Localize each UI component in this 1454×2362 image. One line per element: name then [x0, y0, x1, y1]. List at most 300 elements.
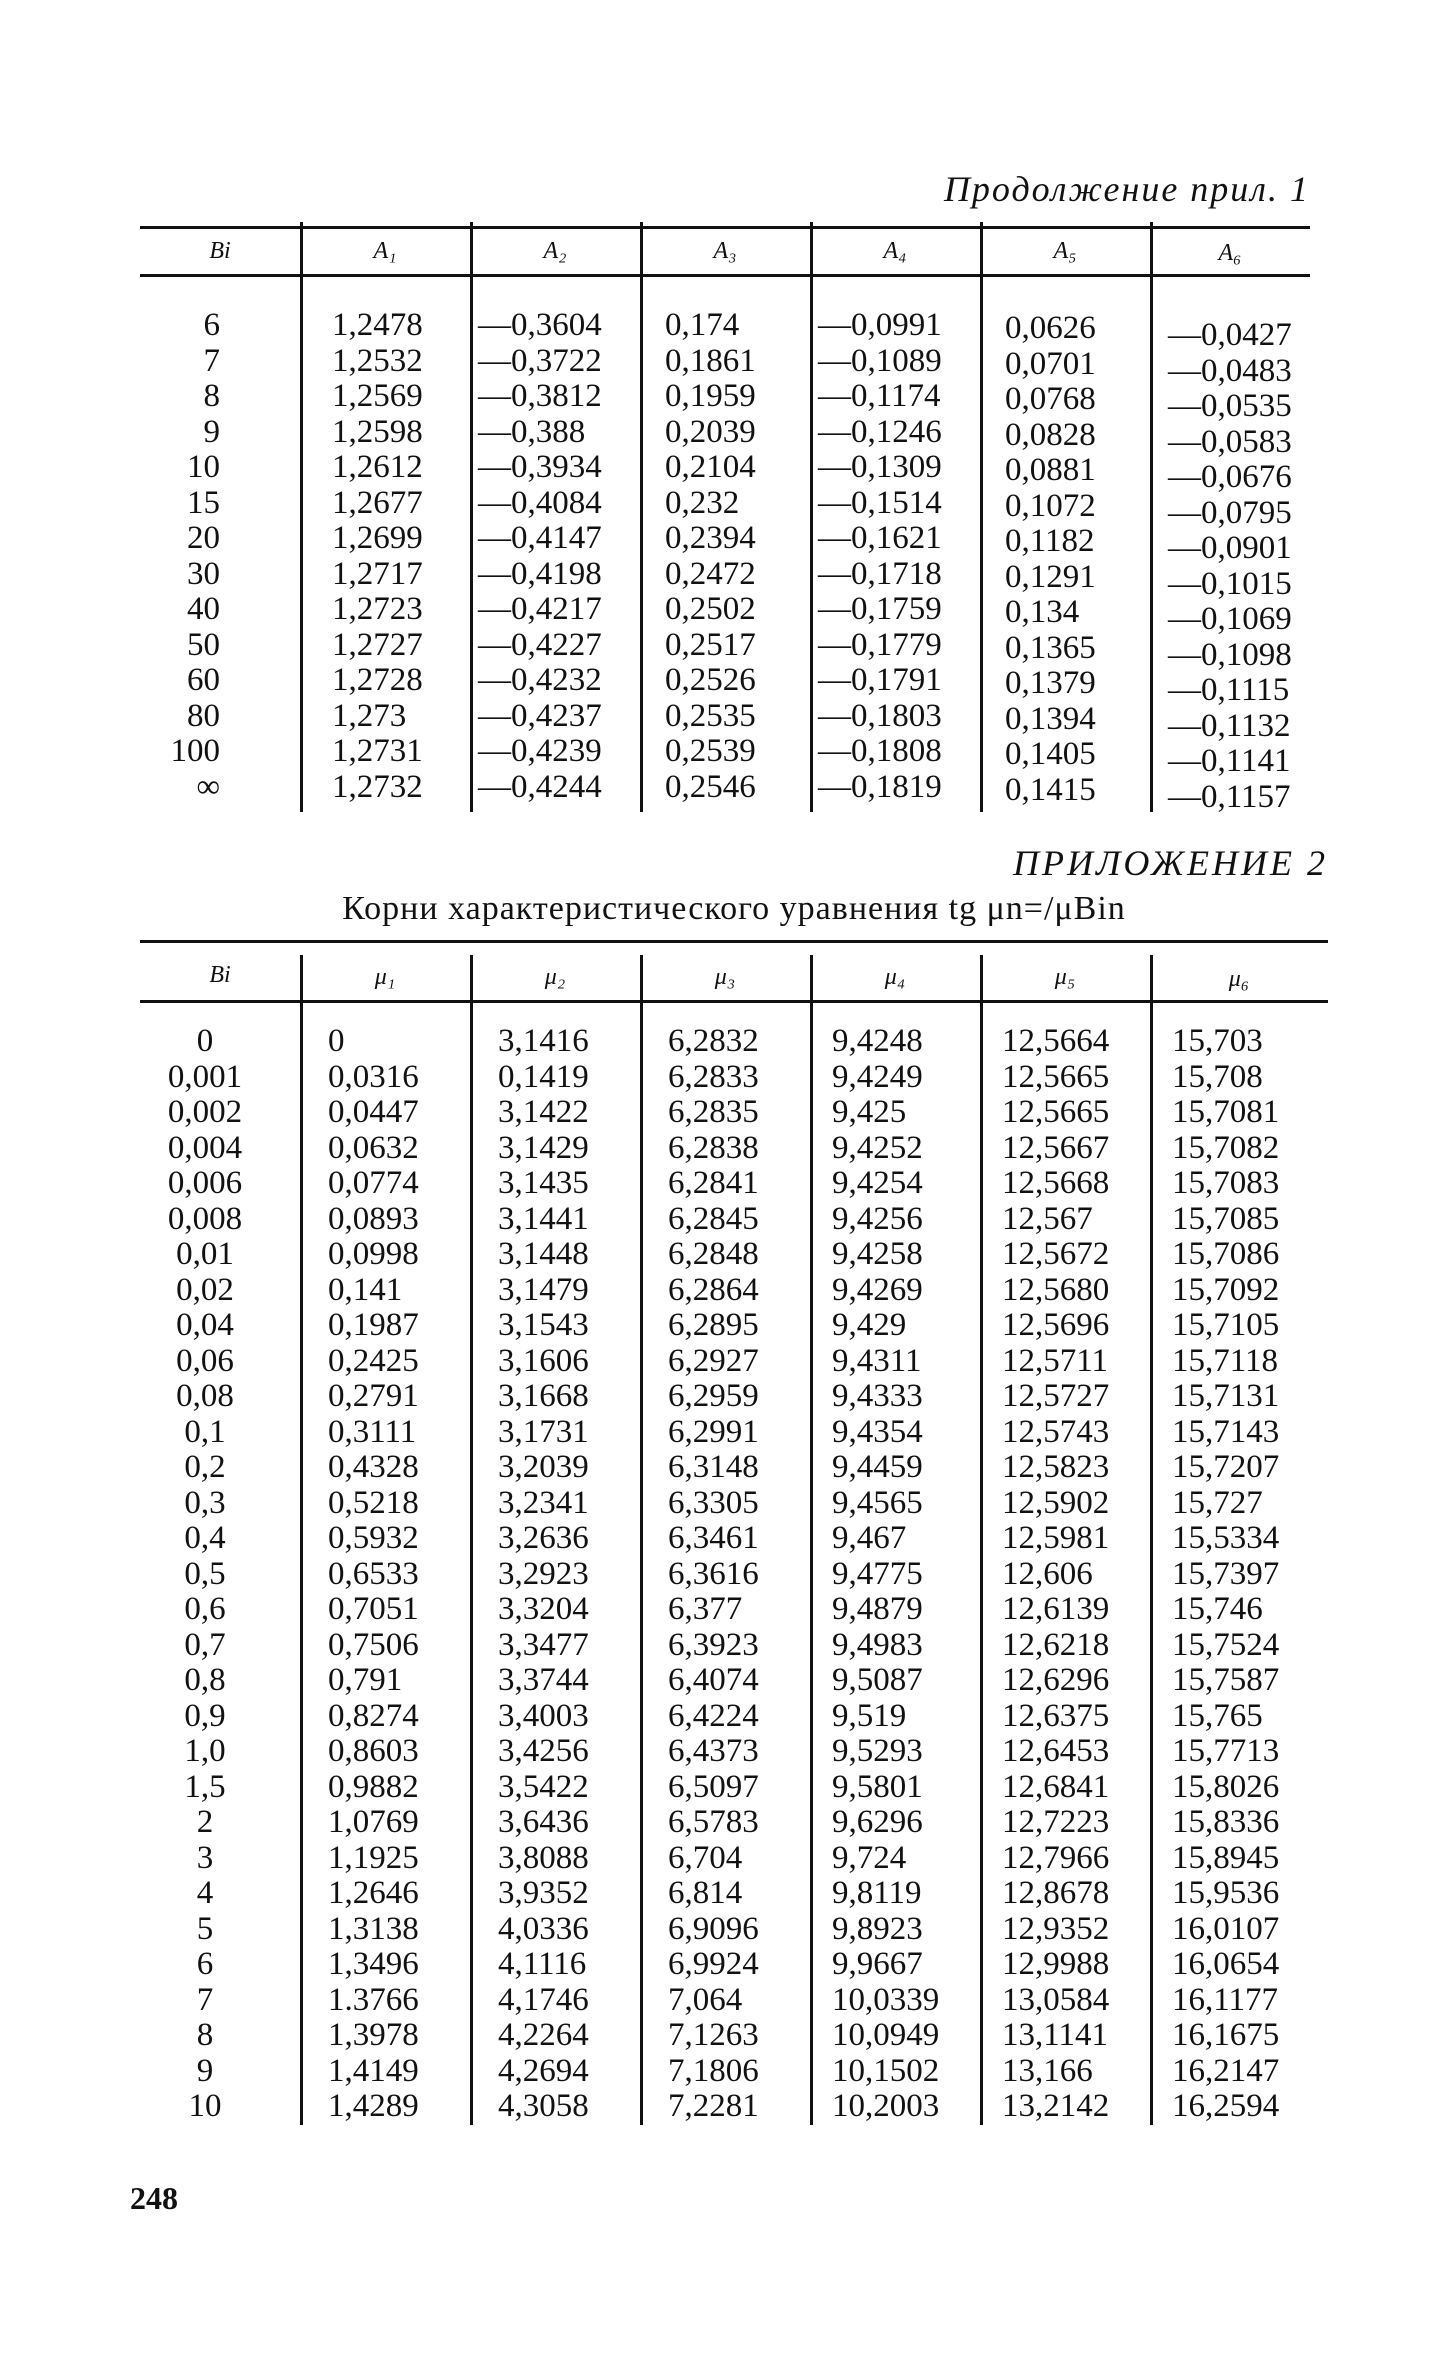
table-cell: 0,9882: [328, 1768, 419, 1805]
table-cell: 9,8119: [832, 1875, 922, 1911]
table-cell: 3,4003: [498, 1697, 589, 1734]
continuation-title: Продолжение прил. 1: [943, 169, 1310, 209]
table-cell: 12,7223: [1002, 1804, 1110, 1840]
table-cell: 0,2526: [665, 662, 756, 698]
table-cell: —0,1098: [1168, 636, 1292, 673]
table-cell: 3,1416: [498, 1023, 589, 1059]
table-cell: 20: [187, 520, 220, 556]
table1-column-a5: [1005, 311, 1096, 808]
table2-column-mu2: [498, 1024, 589, 2125]
table-cell: 0,0998: [328, 1236, 419, 1272]
table-cell: 15,7587: [1172, 1662, 1280, 1698]
table-cell: 0,1: [184, 1413, 226, 1450]
table-cell: 12,5823: [1002, 1449, 1110, 1485]
table-cell: 0,001: [167, 1058, 243, 1095]
table-cell: 3,1448: [498, 1236, 589, 1272]
table-cell: 1,2646: [328, 1875, 419, 1911]
table-cell: 0,8: [184, 1662, 226, 1698]
table-cell: 15,7397: [1172, 1555, 1280, 1592]
table-cell: —0,1803: [818, 697, 942, 734]
table-cell: 1,2598: [332, 413, 423, 450]
table-cell: 0,7: [184, 1626, 226, 1663]
table-cell: 15: [187, 484, 220, 521]
table-cell: —0,3722: [478, 342, 602, 379]
table-cell: 7,1806: [668, 2052, 759, 2089]
table-cell: 12,5664: [1002, 1023, 1110, 1059]
table-cell: 15,7085: [1172, 1200, 1280, 1237]
table-cell: 0,1861: [665, 342, 756, 379]
table-cell: 0,1419: [498, 1058, 589, 1095]
table-cell: —0,1089: [818, 342, 942, 379]
table-cell: —0,1015: [1168, 565, 1292, 602]
table-cell: —0,0427: [1168, 317, 1292, 353]
table2-top-rule: [140, 940, 1328, 943]
table-cell: 3,6436: [498, 1804, 589, 1840]
table-cell: 0,1415: [1005, 771, 1096, 808]
table-cell: 3,3204: [498, 1591, 589, 1627]
table-cell: 30: [187, 555, 220, 592]
table1-column-a3: [665, 308, 756, 805]
table-cell: 0,8274: [328, 1697, 419, 1734]
table-cell: 9,5087: [832, 1662, 923, 1698]
table2-header-mu3: μ₃: [714, 964, 736, 990]
table-cell: 0,08: [176, 1378, 234, 1414]
table-cell: —0,4244: [478, 768, 602, 805]
table-cell: 0,1291: [1005, 558, 1096, 595]
table-cell: 15,7092: [1172, 1271, 1280, 1308]
table-cell: 0,7506: [328, 1626, 419, 1663]
table-cell: 9,4775: [832, 1555, 923, 1592]
table-cell: 1,5: [184, 1768, 226, 1805]
table-cell: —0,1132: [1168, 707, 1291, 744]
table-cell: —0,0901: [1168, 530, 1292, 566]
table-cell: 3: [196, 1839, 214, 1876]
table-cell: —0,1779: [818, 626, 942, 663]
table-cell: 5: [196, 1910, 214, 1947]
table-cell: 0,0881: [1005, 452, 1096, 488]
table-cell: 6,4373: [668, 1733, 759, 1769]
table2-divider: [980, 955, 983, 2125]
table-cell: —0,1246: [818, 413, 942, 450]
table1-header-a4: A₄: [883, 238, 907, 264]
table-cell: 1,0: [184, 1733, 226, 1769]
table-cell: 6,5783: [668, 1804, 759, 1840]
table-cell: 1,4149: [328, 2052, 419, 2089]
table-cell: 0,2425: [328, 1342, 419, 1379]
table-cell: 1,2532: [332, 342, 423, 379]
table1-header-a1: A₁: [373, 238, 397, 264]
table-cell: 10,0949: [832, 2017, 940, 2053]
table-cell: 0,3: [184, 1484, 226, 1521]
table-cell: 100: [170, 733, 220, 769]
table-cell: 12,6453: [1002, 1733, 1110, 1769]
table2-header-mu6: μ₆: [1228, 966, 1250, 992]
table-cell: 0,5218: [328, 1484, 419, 1521]
table-cell: 0,2791: [328, 1378, 419, 1414]
table-cell: 0,141: [328, 1271, 403, 1308]
table-cell: 6,2835: [668, 1094, 759, 1130]
table-cell: 16,1675: [1172, 2017, 1280, 2053]
table-cell: 1,4289: [328, 2088, 419, 2124]
table-cell: —0,1819: [818, 768, 942, 805]
table-cell: 13,2142: [1002, 2088, 1110, 2124]
table-cell: 0,1405: [1005, 736, 1096, 772]
table-cell: 3,1429: [498, 1129, 589, 1166]
table-cell: 10: [188, 2088, 222, 2124]
table-cell: 6,2864: [668, 1271, 759, 1308]
table-cell: 1,2728: [332, 662, 423, 698]
table-cell: 15,7143: [1172, 1413, 1280, 1450]
table-cell: 9,4354: [832, 1413, 923, 1450]
table-cell: 6,2845: [668, 1200, 759, 1237]
table-cell: 16,0107: [1172, 1910, 1280, 1947]
table-cell: —0,1808: [818, 733, 942, 769]
table1-divider: [470, 222, 473, 812]
table-cell: 9,4565: [832, 1484, 923, 1521]
table-cell: 9,9667: [832, 1946, 923, 1982]
table1-divider: [640, 222, 643, 812]
table-cell: 0,004: [167, 1129, 243, 1166]
table-cell: 7,064: [668, 1981, 743, 2018]
table-cell: 7,2281: [668, 2088, 759, 2124]
table-cell: 80: [187, 697, 220, 734]
appendix2-title: ПРИЛОЖЕНИЕ 2: [1013, 843, 1328, 883]
table-cell: 3,3477: [498, 1626, 589, 1663]
table-cell: 12,9988: [1002, 1946, 1110, 1982]
table-cell: —0,1069: [1168, 601, 1292, 637]
table-cell: 12,6841: [1002, 1768, 1110, 1805]
table2-column-mu4: [832, 1024, 939, 2125]
table-cell: —0,3812: [478, 378, 602, 414]
table-cell: —0,1718: [818, 555, 942, 592]
table-cell: 40: [187, 591, 220, 627]
table-cell: 0,1379: [1005, 665, 1096, 701]
table2-header-mu5: μ₅: [1054, 964, 1076, 990]
table-cell: 15,8026: [1172, 1768, 1280, 1805]
table-cell: 3,1441: [498, 1200, 589, 1237]
table-cell: 60: [187, 662, 220, 698]
table-cell: 6,377: [668, 1591, 743, 1627]
table-cell: 12,5696: [1002, 1307, 1110, 1343]
table2-column-bi: [150, 1024, 260, 2125]
table-cell: 0,134: [1005, 594, 1080, 630]
table2-divider: [470, 955, 473, 2125]
table-cell: 1,2569: [332, 378, 423, 414]
table-cell: 0,0701: [1005, 345, 1096, 382]
table-cell: 13,166: [1002, 2052, 1093, 2089]
table-cell: 4,3058: [498, 2088, 589, 2124]
table-cell: 3,1479: [498, 1271, 589, 1308]
table-cell: 4,2264: [498, 2017, 589, 2053]
table-cell: 15,708: [1172, 1058, 1263, 1095]
table-cell: 0,1072: [1005, 487, 1096, 524]
table-cell: 1,3978: [328, 2017, 419, 2053]
table-cell: 15,7086: [1172, 1236, 1280, 1272]
table-cell: 9,4459: [832, 1449, 923, 1485]
table-cell: 7: [196, 1981, 214, 2018]
table1-divider: [980, 222, 983, 812]
table2-header-mu1: μ₁: [374, 964, 396, 990]
table-cell: 3,1606: [498, 1342, 589, 1379]
table-cell: 7,1263: [668, 2017, 759, 2053]
table-cell: 12,5727: [1002, 1378, 1110, 1414]
table-cell: 0,6: [184, 1591, 226, 1627]
table-cell: 15,7081: [1172, 1094, 1280, 1130]
table-cell: 9,4983: [832, 1626, 923, 1663]
table-cell: 15,7207: [1172, 1449, 1280, 1485]
table-cell: 9,425: [832, 1094, 907, 1130]
table-cell: 13,1141: [1002, 2017, 1109, 2053]
table-cell: 6,9096: [668, 1910, 759, 1947]
table-cell: —0,0535: [1168, 388, 1292, 424]
table-cell: —0,0795: [1168, 494, 1292, 531]
table-cell: 3,2039: [498, 1449, 589, 1485]
table-cell: 6,9924: [668, 1946, 759, 1982]
table-cell: 12,8678: [1002, 1875, 1110, 1911]
table-cell: 6,2848: [668, 1236, 759, 1272]
table-cell: 1,2677: [332, 484, 423, 521]
table-cell: 3,1668: [498, 1378, 589, 1414]
table-cell: —0,4084: [478, 484, 602, 521]
table2-column-mu5: [1002, 1024, 1109, 2125]
table-cell: 16,2594: [1172, 2088, 1280, 2124]
table-cell: 0,2539: [665, 733, 756, 769]
table1-header-a3: A₃: [713, 238, 737, 264]
table-cell: 0,1959: [665, 378, 756, 414]
table-cell: 0,2: [184, 1449, 226, 1485]
table-cell: 6,2838: [668, 1129, 759, 1166]
table-cell: 3,4256: [498, 1733, 589, 1769]
table-cell: 9,519: [832, 1697, 907, 1734]
table-cell: 9,4333: [832, 1378, 923, 1414]
table-cell: 9,4879: [832, 1591, 923, 1627]
table1-header-a5: A₅: [1053, 238, 1077, 264]
table-cell: 12,5711: [1002, 1342, 1109, 1379]
table-cell: 15,7083: [1172, 1165, 1280, 1201]
table-cell: 15,765: [1172, 1697, 1263, 1734]
table-cell: 0,5932: [328, 1520, 419, 1556]
table-cell: 0,02: [176, 1271, 234, 1308]
table-cell: 15,7524: [1172, 1626, 1280, 1663]
table-cell: —0,0583: [1168, 423, 1292, 460]
table-cell: 0: [196, 1023, 214, 1059]
table-cell: —0,3934: [478, 449, 602, 485]
table-cell: 3,8088: [498, 1839, 589, 1876]
table-cell: 8: [203, 378, 220, 414]
table1-divider: [810, 222, 813, 812]
table-cell: 12,6375: [1002, 1697, 1110, 1734]
table-cell: 0,0768: [1005, 381, 1096, 417]
table2-header-bi: Bi: [209, 962, 231, 988]
table-cell: 0,04: [176, 1307, 234, 1343]
table-cell: 12,5680: [1002, 1271, 1110, 1308]
table-cell: 6,2833: [668, 1058, 759, 1095]
table-cell: 6,3148: [668, 1449, 759, 1485]
table-cell: —0,3604: [478, 307, 602, 343]
table1-top-rule: [140, 226, 1310, 229]
table-cell: 3,1435: [498, 1165, 589, 1201]
table-cell: —0,1115: [1168, 672, 1290, 708]
table-cell: 9,4249: [832, 1058, 923, 1095]
table-cell: 6,5097: [668, 1768, 759, 1805]
table-cell: 6,2841: [668, 1165, 759, 1201]
table-cell: 10,1502: [832, 2052, 940, 2089]
table-cell: 9,5801: [832, 1768, 923, 1805]
table-cell: 0,2039: [665, 413, 756, 450]
table-cell: —0,0991: [818, 307, 942, 343]
table1-divider: [300, 222, 303, 812]
table-cell: 12,5981: [1002, 1520, 1110, 1556]
table-cell: 6,3305: [668, 1484, 759, 1521]
table-cell: 6: [196, 1946, 214, 1982]
table-cell: 9,467: [832, 1520, 907, 1556]
table-cell: 6,3616: [668, 1555, 759, 1592]
table-cell: 6: [203, 307, 220, 343]
table-cell: 0,008: [167, 1200, 243, 1237]
table-cell: —0,1309: [818, 449, 942, 485]
table-cell: 0,1987: [328, 1307, 419, 1343]
table-cell: 0,1365: [1005, 629, 1096, 666]
table-cell: 15,7118: [1172, 1342, 1279, 1379]
table-cell: 0,1182: [1005, 523, 1095, 559]
table-cell: 9,4248: [832, 1023, 923, 1059]
table-cell: 15,8945: [1172, 1839, 1280, 1876]
table-cell: 1,2731: [332, 733, 423, 769]
table-cell: 15,7131: [1172, 1378, 1280, 1414]
table-cell: 9,4254: [832, 1165, 923, 1201]
table-cell: 9,4256: [832, 1200, 923, 1237]
table-cell: 0,0632: [328, 1129, 419, 1166]
table-cell: 9,429: [832, 1307, 907, 1343]
appendix2-subtitle: Корни характеристического уравнения tg μn=/μBin: [342, 890, 1126, 927]
table-cell: 3,2923: [498, 1555, 589, 1592]
table1-header-rule: [140, 274, 1310, 277]
table-cell: 0,9: [184, 1697, 226, 1734]
table-cell: —0,4232: [478, 662, 602, 698]
table-cell: 10,0339: [832, 1981, 940, 2018]
table-cell: 0,0774: [328, 1165, 419, 1201]
table-cell: 0,2535: [665, 697, 756, 734]
table-cell: 4,2694: [498, 2052, 589, 2089]
table-cell: 4,1746: [498, 1981, 589, 2018]
table2-divider: [640, 955, 643, 2125]
table-cell: 13,0584: [1002, 1981, 1110, 2018]
table-cell: 1,2478: [332, 307, 423, 343]
table-cell: —0,1174: [818, 378, 941, 414]
table-cell: 3,2341: [498, 1484, 589, 1521]
table-cell: —0,1791: [818, 662, 942, 698]
table-cell: 10,2003: [832, 2088, 940, 2124]
table-cell: 3,2636: [498, 1520, 589, 1556]
table-cell: 1,2717: [332, 555, 423, 592]
table-cell: —0,4237: [478, 697, 602, 734]
table-cell: 3,3744: [498, 1662, 589, 1698]
table-cell: 0,3111: [328, 1413, 417, 1450]
table-cell: 9,4252: [832, 1129, 923, 1166]
table1-header-a6: A₆: [1218, 240, 1242, 266]
table-cell: 8: [196, 2017, 214, 2053]
table-cell: 2: [196, 1804, 214, 1840]
table-cell: 1,3496: [328, 1946, 419, 1982]
table2-column-mu3: [668, 1024, 759, 2125]
table-cell: 12,5667: [1002, 1129, 1110, 1166]
table-cell: 15,7105: [1172, 1307, 1280, 1343]
table-cell: 12,5665: [1002, 1094, 1110, 1130]
table-cell: 3,5422: [498, 1768, 589, 1805]
table-cell: 12,5902: [1002, 1484, 1110, 1521]
table-cell: 0,0893: [328, 1200, 419, 1237]
table-cell: 12,6139: [1002, 1591, 1110, 1627]
table-cell: 0,06: [176, 1342, 234, 1379]
table-cell: 6,2927: [668, 1342, 759, 1379]
table-cell: 10: [187, 449, 220, 485]
table-cell: —0,0676: [1168, 459, 1292, 495]
table-cell: 1,2732: [332, 768, 423, 805]
table-cell: 6,4224: [668, 1697, 759, 1734]
table-cell: —0,388: [478, 413, 586, 450]
table-cell: 15,8336: [1172, 1804, 1280, 1840]
table2-column-mu1: [328, 1024, 419, 2125]
table-cell: 1,2727: [332, 626, 423, 663]
table-cell: 9,4258: [832, 1236, 923, 1272]
table-cell: 9,4269: [832, 1271, 923, 1308]
table-cell: 9,8923: [832, 1910, 923, 1947]
table-cell: 6,3461: [668, 1520, 759, 1556]
table-cell: 6,2959: [668, 1378, 759, 1414]
table-cell: 4,1116: [498, 1946, 587, 1982]
table-cell: 1.3766: [328, 1981, 419, 2018]
table-cell: 6,2991: [668, 1413, 759, 1450]
table-cell: 15,746: [1172, 1591, 1263, 1627]
table-cell: 0,5: [184, 1555, 226, 1592]
table-cell: 3,1543: [498, 1307, 589, 1343]
table-cell: 9,6296: [832, 1804, 923, 1840]
table1-divider: [1150, 222, 1153, 812]
table-cell: 50: [187, 626, 220, 663]
table-cell: 12,567: [1002, 1200, 1093, 1237]
table-cell: 15,703: [1172, 1023, 1263, 1059]
table-cell: 0,01: [176, 1236, 234, 1272]
table-cell: —0,0483: [1168, 352, 1292, 389]
table-cell: —0,4227: [478, 626, 602, 663]
table-cell: 12,6296: [1002, 1662, 1110, 1698]
table-cell: 12,5665: [1002, 1058, 1110, 1095]
table-cell: 1,2699: [332, 520, 423, 556]
table-cell: 9: [203, 413, 220, 450]
table-cell: —0,1157: [1168, 778, 1291, 815]
table-cell: 9: [196, 2052, 214, 2089]
table-cell: 1,3138: [328, 1910, 419, 1947]
table-cell: —0,4217: [478, 591, 602, 627]
table-cell: 9,724: [832, 1839, 907, 1876]
table-cell: 0,791: [328, 1662, 403, 1698]
table-cell: 0,006: [167, 1165, 243, 1201]
table-cell: 0,0626: [1005, 310, 1096, 346]
table-cell: 0,1394: [1005, 700, 1096, 737]
table-cell: 0,2546: [665, 768, 756, 805]
table-cell: 0,6533: [328, 1555, 419, 1592]
table2-header-mu4: μ₄: [884, 964, 906, 990]
table-cell: 1,2723: [332, 591, 423, 627]
table-cell: 7: [203, 342, 220, 379]
table-cell: 3,9352: [498, 1875, 589, 1911]
table-cell: 0,2517: [665, 626, 756, 663]
table-cell: 4: [196, 1875, 214, 1911]
table-cell: 0,2472: [665, 555, 756, 592]
page-number: 248: [130, 2180, 178, 2216]
table-cell: 0,0447: [328, 1094, 419, 1130]
table2-divider: [1150, 955, 1153, 2125]
